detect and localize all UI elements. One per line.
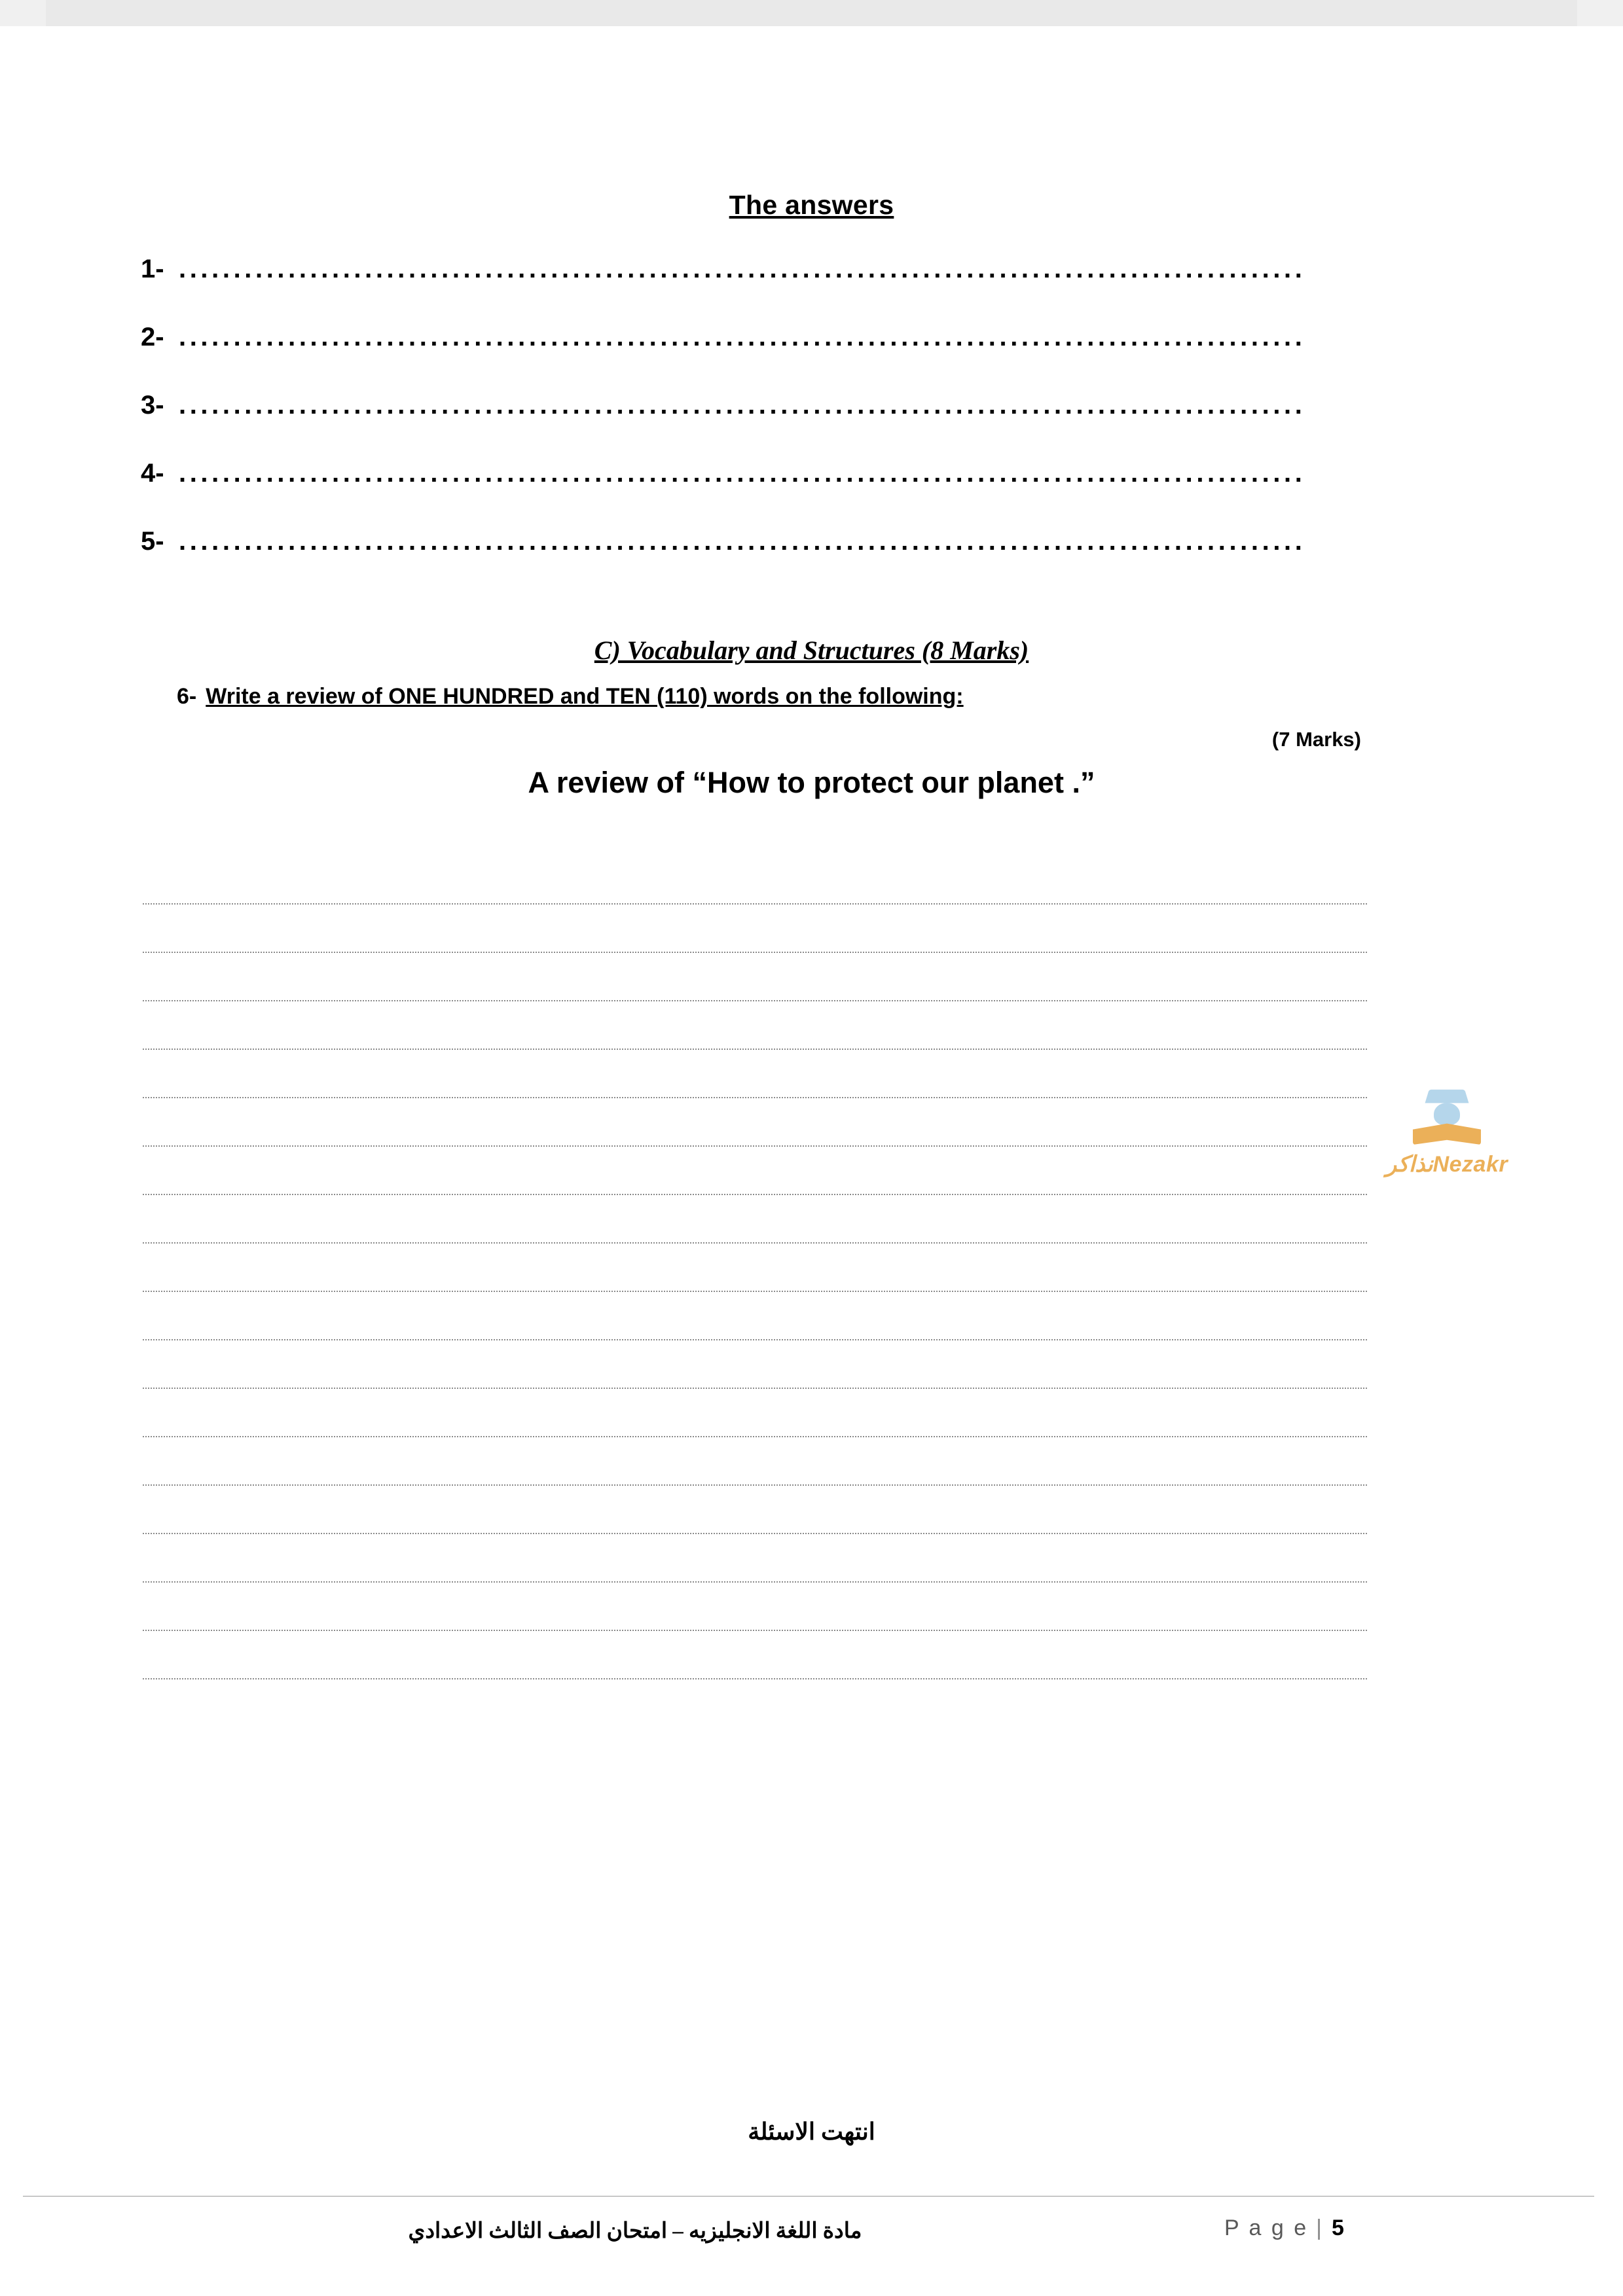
window-top-strip-inner [46,0,1577,26]
question-6 [177,684,1486,709]
answer-line-dots: ....................................................................................................... [179,324,1306,351]
writing-line[interactable] [143,1001,1367,1050]
answer-line-dots: ....................................................................................................... [179,460,1306,488]
writing-line[interactable] [143,1292,1367,1340]
writing-line[interactable] [143,1340,1367,1389]
writing-line[interactable] [143,1486,1367,1534]
answer-line-dots: ....................................................................................................... [179,256,1306,283]
end-of-questions-note: انتهت الاسئلة [748,2119,875,2145]
watermark [1372,1083,1522,1177]
review-topic: A review of “How to protect our planet .” [528,766,1095,799]
answer-line-row[interactable] [141,443,1440,489]
answer-line-dots: ....................................................................................................... [179,392,1306,420]
page-title: The answers [729,190,894,220]
writing-line[interactable] [143,1244,1367,1292]
writing-line[interactable] [143,1147,1367,1195]
writing-line[interactable] [143,1583,1367,1631]
writing-line[interactable] [143,1050,1367,1098]
answer-line-number: 1- [141,255,164,283]
question-6-text: Write a review of ONE HUNDRED and TEN (110) words on the following: [206,684,964,709]
answer-line-row[interactable] [141,239,1440,285]
writing-line[interactable] [143,953,1367,1001]
footer-divider [23,2196,1594,2197]
writing-lines-area[interactable] [143,856,1367,1679]
answer-line-row[interactable] [141,511,1440,557]
answer-line-number: 2- [141,323,164,351]
writing-line[interactable] [143,1389,1367,1437]
writing-line[interactable] [143,1534,1367,1583]
writing-line[interactable] [143,1631,1367,1679]
answer-line-row[interactable] [141,307,1440,353]
writing-line[interactable] [143,1437,1367,1486]
writing-line[interactable] [143,1098,1367,1147]
paper-sheet [0,26,1623,2296]
writing-line[interactable] [143,905,1367,953]
question-6-number: 6- [177,684,197,709]
footer-page-number [1224,2215,1440,2241]
writing-line[interactable] [143,1195,1367,1244]
graduation-cap-book-icon [1408,1083,1486,1149]
answer-line-dots: ....................................................................................................... [179,528,1306,556]
footer-subject: مادة اللغة الانجليزيه – امتحان الصف الثالث الاعدادي [408,2219,862,2243]
page-separator: | [1316,2215,1324,2240]
watermark-label: نذاكرNezakr [1385,1152,1508,1177]
window-top-strip [0,0,1623,27]
answer-line-number: 4- [141,459,164,488]
section-heading-c: C) Vocabulary and Structures (8 Marks) [594,636,1029,665]
answer-line-row[interactable] [141,375,1440,421]
writing-line[interactable] [143,856,1367,905]
question-6-marks: (7 Marks) [1271,728,1361,751]
page-number-value: 5 [1331,2215,1344,2240]
answer-line-number: 5- [141,527,164,556]
answer-line-number: 3- [141,391,164,420]
page-label: P a g e [1224,2215,1309,2240]
